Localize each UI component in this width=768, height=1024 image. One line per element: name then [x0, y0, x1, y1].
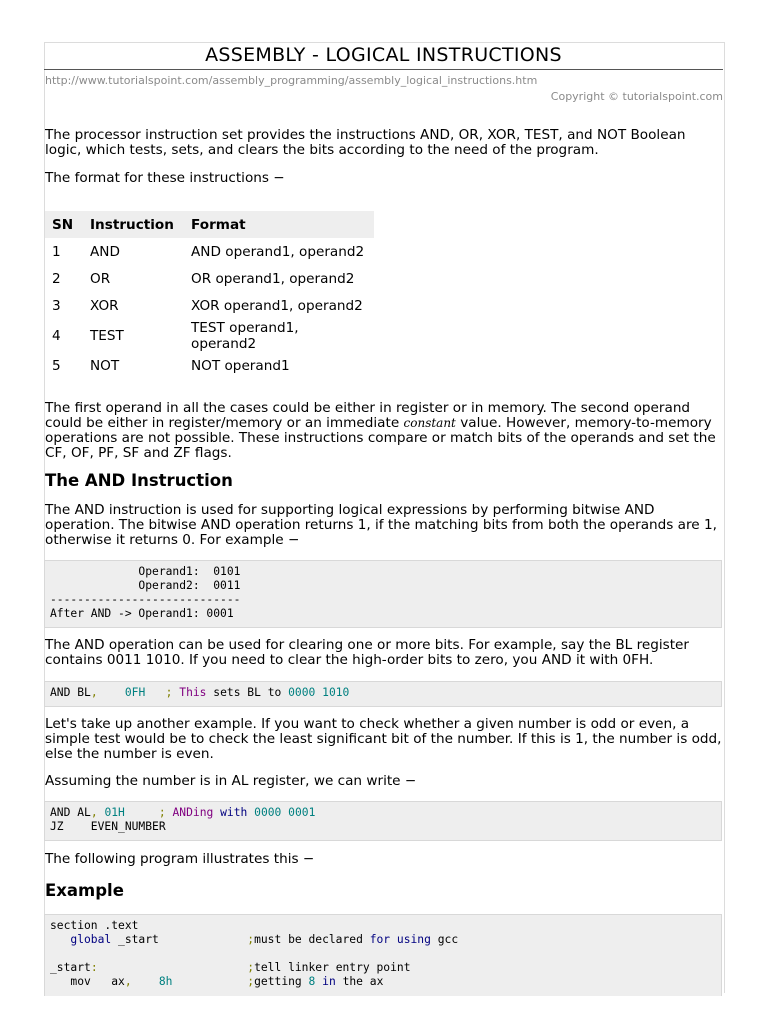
operands-text-b: value. However, memory-to-memory operations are not possible. These instructions compare or match bits of the operands and set the CF, OF, PF, SF and ZF flags. — [45, 415, 716, 461]
cell-sn: 4 — [52, 328, 61, 345]
code-keyword: global — [70, 933, 112, 946]
cell-format: TEST operand1, operand2 — [191, 320, 299, 353]
code-number: 0000 — [254, 806, 282, 819]
code-label: _start — [50, 961, 91, 974]
code-keyword: using — [396, 933, 431, 946]
code-keyword: in — [322, 975, 336, 988]
code-punct: : — [90, 961, 98, 974]
code-comment-marker: ; — [247, 961, 255, 974]
code-punct: , — [90, 806, 98, 819]
operands-text-a: The first operand in all the cases could be either in register or in memory. The second operand could be either in register/memory or an immediate — [45, 400, 691, 431]
cell-sn: 5 — [52, 357, 61, 374]
code-number: 0FH — [124, 686, 146, 699]
and-paragraph: The AND instruction is used for supporting logical expressions by performing bitwise AND operation. The bitwise AND operation returns 1, if the matching bits from both the operands are 1, otherwise it returns 0. For example − — [45, 502, 717, 548]
cell-sn: 2 — [52, 271, 61, 288]
code-number: 01H — [104, 806, 125, 819]
code-comment: tell linker entry point — [254, 961, 411, 974]
table-row — [45, 238, 374, 265]
al-register-paragraph: Assuming the number is in AL register, we can write − — [45, 773, 417, 789]
table-row — [45, 265, 374, 292]
example-heading: Example — [45, 881, 124, 900]
and-bl-code-block — [44, 681, 722, 707]
code-space — [145, 686, 165, 699]
source-url: http://www.tutorialspoint.com/assembly_programming/assembly_logical_instructions.htm — [45, 74, 538, 87]
code-number: 8 — [308, 975, 316, 988]
cell-format: OR operand1, operand2 — [191, 271, 355, 288]
code-comment: the ax — [335, 975, 384, 988]
and-example-code-block: Operand1: 0101 Operand2: 0011 ---------------------------- After AND -> Operand1: 0001 — [44, 560, 722, 628]
code-comment-marker: ; — [158, 806, 166, 819]
code-text: JZ EVEN_NUMBER — [50, 820, 166, 833]
code-number: 8h — [158, 975, 173, 988]
header-instruction: Instruction — [83, 211, 184, 238]
table-row — [45, 320, 374, 352]
code-number: 1010 — [322, 686, 350, 699]
and-al-code-block — [44, 801, 722, 841]
instruction-format-table — [45, 211, 374, 380]
code-comment: getting — [254, 975, 309, 988]
code-keyword: ANDing — [172, 806, 214, 819]
cell-format: NOT operand1 — [191, 357, 290, 374]
code-comment: gcc — [430, 933, 459, 946]
code-keyword: This — [179, 686, 207, 699]
operands-paragraph — [45, 401, 725, 461]
cell-format: XOR operand1, operand2 — [191, 298, 363, 315]
code-number: 0000 — [288, 686, 316, 699]
code-punct: , — [124, 975, 132, 988]
code-comment-marker: ; — [165, 686, 173, 699]
code-text: sets BL to — [206, 686, 289, 699]
and-instruction-heading: The AND Instruction — [45, 471, 233, 490]
odd-even-paragraph: Let's take up another example. If you want to check whether a given number is odd or even, a simple test would be to check the least significant bit of the number. If this is 1, the number is odd, else the number is even. — [45, 716, 722, 762]
code-text: AND AL — [50, 806, 91, 819]
code-text: mov ax — [70, 975, 125, 988]
code-punct: , — [90, 686, 98, 699]
table-row — [45, 352, 374, 379]
cell-instruction: AND — [90, 243, 120, 260]
code-text: _start — [111, 933, 159, 946]
cell-format: AND operand1, operand2 — [191, 243, 365, 260]
constant-term: constant — [403, 416, 456, 430]
page-title: ASSEMBLY - LOGICAL INSTRUCTIONS — [205, 44, 562, 66]
code-comment-marker: ; — [247, 933, 255, 946]
cell-sn: 1 — [52, 243, 61, 260]
table-row — [45, 293, 374, 320]
cell-instruction: XOR — [90, 298, 119, 315]
code-comment-marker: ; — [247, 975, 255, 988]
code-space — [98, 686, 118, 699]
header-format: Format — [184, 211, 374, 238]
cell-instruction: OR — [90, 271, 111, 288]
table-header-row — [45, 211, 374, 238]
copyright-notice: Copyright © tutorialspoint.com — [550, 90, 723, 103]
header-sn: SN — [45, 211, 83, 238]
title-divider — [44, 69, 723, 70]
code-keyword: for — [369, 933, 391, 946]
intro-paragraph: The processor instruction set provides the instructions AND, OR, XOR, TEST, and NOT Boolean logic, which tests, sets, and clears the bits according to the need of the program. — [45, 127, 686, 158]
code-number: 0001 — [288, 806, 316, 819]
format-intro: The format for these instructions − — [45, 170, 285, 186]
cell-sn: 3 — [52, 298, 61, 315]
code-text: section .text — [50, 919, 139, 932]
code-comment: must be declared — [254, 933, 370, 946]
example-program-code-block — [44, 914, 722, 996]
program-intro-paragraph: The following program illustrates this − — [45, 851, 315, 867]
clear-bits-paragraph: The AND operation can be used for clearing one or more bits. For example, say the BL register contains 0011 1010. If you need to clear the high-order bits to zero, you AND it with 0FH. — [45, 637, 690, 668]
code-keyword: with — [220, 806, 248, 819]
cell-instruction: TEST — [90, 328, 124, 345]
code-text: AND BL — [50, 686, 91, 699]
cell-instruction: NOT — [90, 357, 120, 374]
